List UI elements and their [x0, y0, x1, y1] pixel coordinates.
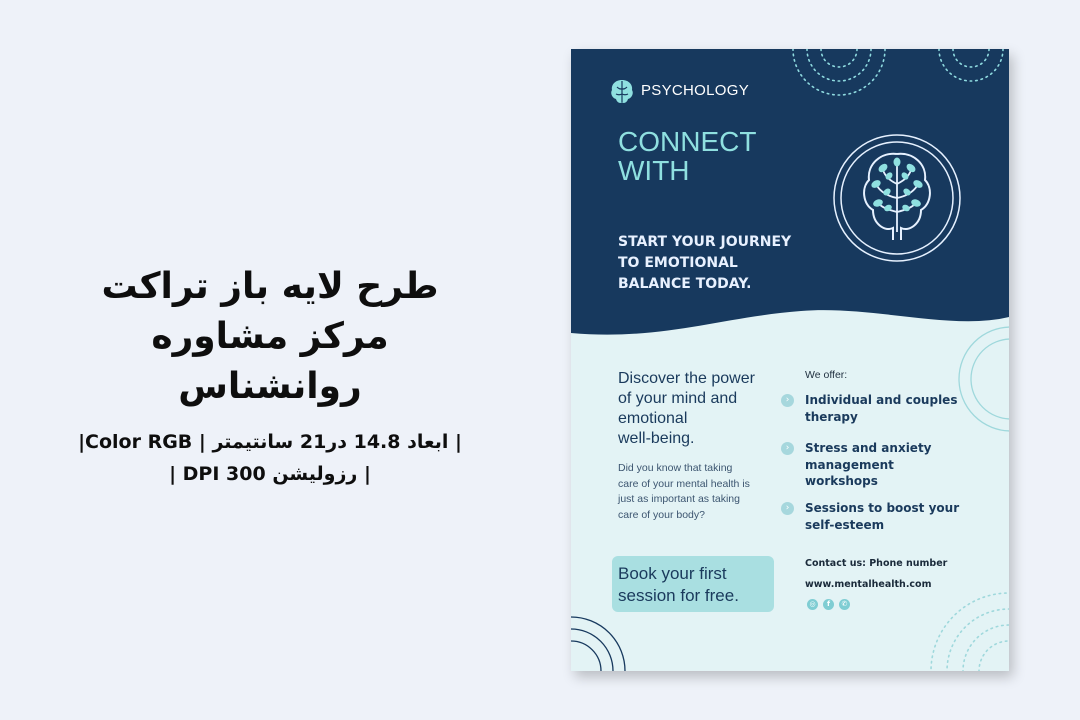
- book-session-box: [612, 556, 774, 612]
- product-spec-resolution: | رزولیشن 300 DPI |: [169, 463, 371, 485]
- did-you-know-line: care of your body?: [618, 508, 705, 521]
- brain-logo-icon: [609, 77, 635, 107]
- whatsapp-icon: ✆: [839, 599, 850, 610]
- product-info: [60, 262, 480, 490]
- product-title-line2: مرکز مشاوره روانشناس: [151, 316, 389, 407]
- product-title-line1: طرح لایه باز تراکت: [101, 266, 439, 307]
- did-you-know-text: [618, 461, 768, 523]
- facebook-icon: f: [823, 599, 834, 610]
- did-you-know-line: just as important as taking: [618, 493, 740, 505]
- offer-item-label: [805, 500, 980, 533]
- instagram-icon: ◎: [807, 599, 818, 610]
- logo-text: PSYCHOLOGY: [641, 82, 750, 99]
- offer-label: We offer:: [805, 369, 848, 381]
- subheadline: [618, 232, 838, 295]
- subhead-line: START YOUR JOURNEY: [618, 234, 792, 250]
- discover-line: well-being.: [618, 430, 695, 447]
- chevron-right-icon: ›: [781, 394, 794, 407]
- discover-line: emotional: [618, 410, 688, 427]
- product-spec-size: | ابعاد 14.8 در21 سانتیمتر | Color RGB|: [78, 431, 462, 453]
- offer-line: Stress and anxiety: [805, 441, 932, 455]
- subhead-line: TO EMOTIONAL: [618, 255, 738, 271]
- headline-line: CONNECT: [618, 126, 757, 157]
- offer-line: Individual and couples: [805, 393, 958, 407]
- offer-line: therapy: [805, 409, 858, 424]
- discover-line: of your mind and: [618, 390, 738, 407]
- brain-tree-emblem-icon: [831, 132, 963, 264]
- flyer-mockup: [571, 49, 1009, 671]
- book-line: session for free.: [618, 586, 739, 605]
- did-you-know-line: care of your mental health is: [618, 477, 750, 490]
- headline-line: WITH: [618, 155, 690, 186]
- subhead-line: BALANCE TODAY.: [618, 276, 752, 292]
- website-text: www.mentalhealth.com: [805, 579, 932, 590]
- offer-line: self-esteem: [805, 517, 885, 532]
- offer-line: Sessions to boost your: [805, 501, 960, 515]
- offer-item-label: [805, 440, 980, 490]
- discover-line: Discover the power: [618, 370, 755, 387]
- offer-line: workshops: [805, 474, 878, 488]
- book-session-text: [618, 563, 772, 607]
- discover-heading: [618, 369, 788, 449]
- contact-text: Contact us: Phone number: [805, 558, 948, 569]
- offer-line: management: [805, 457, 894, 472]
- offer-item-label: [805, 392, 980, 425]
- did-you-know-line: Did you know that taking: [618, 462, 733, 474]
- book-line: Book your first: [618, 564, 727, 583]
- chevron-right-icon: ›: [781, 442, 794, 455]
- headline: [618, 127, 818, 185]
- chevron-right-icon: ›: [781, 502, 794, 515]
